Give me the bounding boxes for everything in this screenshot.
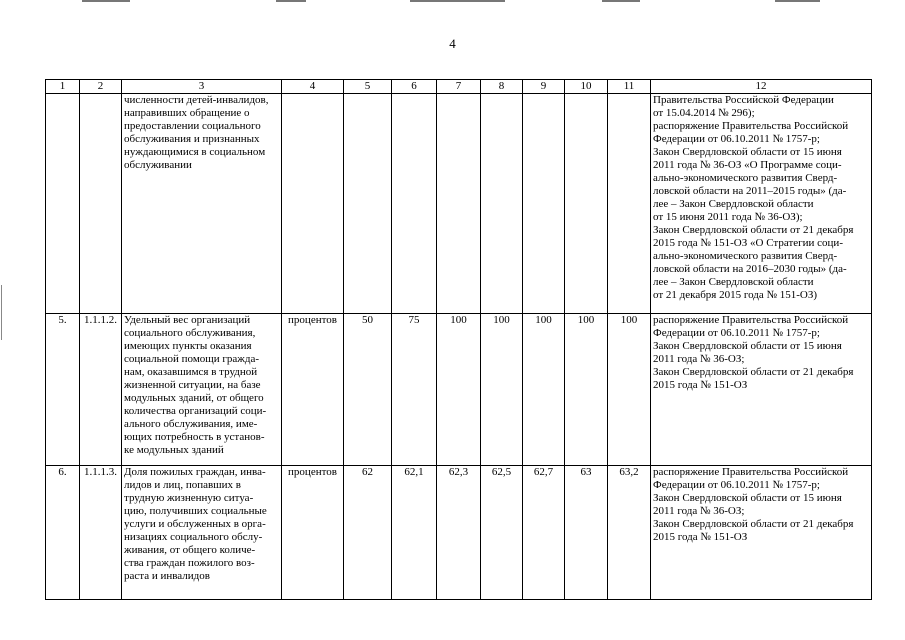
unit-cell: процентов: [282, 466, 344, 600]
scan-edge-line: [775, 0, 820, 2]
legal-basis-line: Закон Свердловской области от 21 декабря: [653, 224, 854, 236]
indicator-line: предоставлении социального: [124, 120, 261, 132]
value-cell: [392, 94, 437, 314]
code-cell: [80, 94, 122, 314]
indicator-line: модульных зданий, от общего: [124, 392, 264, 404]
column-number: 5: [344, 80, 392, 94]
row-number-cell: 5.: [46, 314, 80, 466]
legal-basis-line: Закон Свердловской области от 15 июня: [653, 146, 842, 158]
column-number: 7: [437, 80, 481, 94]
legal-basis-line: от 15 июня 2011 года № 36-ОЗ);: [653, 211, 803, 223]
code-cell: 1.1.1.3.: [80, 466, 122, 600]
indicator-line: ке модульных зданий: [124, 444, 224, 456]
value-cell: 100: [565, 314, 608, 466]
indicator-line: обслуживании: [124, 159, 192, 171]
scan-edge-line: [276, 0, 306, 2]
indicator-line: нам, оказавшимся в трудной: [124, 366, 258, 378]
unit-cell: [282, 94, 344, 314]
legal-basis-line: Закон Свердловской области от 15 июня: [653, 340, 842, 352]
legal-basis-line: 2015 года № 151-ОЗ «О Стратегии соци-: [653, 237, 843, 249]
column-number: 11: [608, 80, 651, 94]
value-cell: [523, 94, 565, 314]
legal-basis-cell: [651, 314, 872, 466]
indicator-line: раста и инвалидов: [124, 570, 210, 582]
table-row: [46, 94, 872, 314]
code-cell: 1.1.1.2.: [80, 314, 122, 466]
legal-basis-line: 2011 года № 36-ОЗ;: [653, 505, 745, 517]
value-cell: [437, 94, 481, 314]
row-number-cell: 6.: [46, 466, 80, 600]
value-cell: [344, 94, 392, 314]
indicator-line: социальной помощи гражда-: [124, 353, 260, 365]
indicator-line: имеющих пункты оказания: [124, 340, 252, 352]
legal-basis-line: Правительства Российской Федерации: [653, 94, 834, 106]
indicator-cell: [122, 466, 282, 600]
legal-basis-line: ловской области на 2016–2030 годы» (да-: [653, 263, 847, 275]
value-cell: 62,5: [481, 466, 523, 600]
legal-basis-line: ловской области на 2011–2015 годы» (да-: [653, 185, 847, 197]
indicator-line: обслуживания и признанных: [124, 133, 260, 145]
column-number: 4: [282, 80, 344, 94]
legal-basis-line: распоряжение Правительства Российской: [653, 466, 849, 478]
column-number: 10: [565, 80, 608, 94]
indicator-line: численности детей-инвалидов,: [124, 94, 269, 106]
value-cell: 62: [344, 466, 392, 600]
page-number: 4: [449, 36, 456, 51]
indicator-line: ального обслуживания, име-: [124, 418, 258, 430]
legal-basis-line: 2011 года № 36-ОЗ «О Программе соци-: [653, 159, 842, 171]
unit-cell: процентов: [282, 314, 344, 466]
value-cell: 100: [481, 314, 523, 466]
indicator-line: нуждающимися в социальном: [124, 146, 266, 158]
legal-basis-cell: [651, 94, 872, 314]
indicator-line: Удельный вес организаций: [124, 314, 251, 326]
legal-basis-line: лее – Закон Свердловской области: [653, 198, 814, 210]
indicator-line: ющих потребность в установ-: [124, 431, 265, 443]
indicator-line: Доля пожилых граждан, инва-: [124, 466, 266, 478]
value-cell: [608, 94, 651, 314]
column-number: 1: [46, 80, 80, 94]
legal-basis-line: 2015 года № 151-ОЗ: [653, 531, 748, 543]
indicator-line: ства граждан пожилого воз-: [124, 557, 255, 569]
table-row: [46, 466, 872, 600]
indicator-line: цию, получивших социальные: [124, 505, 267, 517]
column-number: 8: [481, 80, 523, 94]
indicator-cell: [122, 314, 282, 466]
value-cell: 63,2: [608, 466, 651, 600]
indicator-line: трудную жизненную ситуа-: [124, 492, 254, 504]
value-cell: 75: [392, 314, 437, 466]
legal-basis-line: Федерации от 06.10.2011 № 1757-р;: [653, 479, 820, 491]
scan-edge-line: [602, 0, 640, 2]
legal-basis-line: 2015 года № 151-ОЗ: [653, 379, 748, 391]
indicator-line: количества организаций соци-: [124, 405, 267, 417]
legal-basis-line: от 15.04.2014 № 296);: [653, 107, 755, 119]
legal-basis-line: Федерации от 06.10.2011 № 1757-р;: [653, 133, 820, 145]
column-number: 9: [523, 80, 565, 94]
column-number-row: [46, 80, 872, 94]
column-number: 2: [80, 80, 122, 94]
indicators-table: [45, 79, 872, 600]
value-cell: 50: [344, 314, 392, 466]
legal-basis-line: распоряжение Правительства Российской: [653, 120, 849, 132]
scan-edge-line: [410, 0, 505, 2]
legal-basis-line: 2011 года № 36-ОЗ;: [653, 353, 745, 365]
column-number: 6: [392, 80, 437, 94]
indicator-line: лидов и лиц, попавших в: [124, 479, 241, 491]
legal-basis-line: Федерации от 06.10.2011 № 1757-р;: [653, 327, 820, 339]
value-cell: 62,3: [437, 466, 481, 600]
legal-basis-cell: [651, 466, 872, 600]
indicator-line: услуги и обслуженных в орга-: [124, 518, 266, 530]
indicator-line: низациях социального обслу-: [124, 531, 263, 543]
indicator-line: социального обслуживания,: [124, 327, 256, 339]
value-cell: 63: [565, 466, 608, 600]
value-cell: 62,1: [392, 466, 437, 600]
scan-margin-mark: [1, 285, 2, 340]
table-row: [46, 314, 872, 466]
legal-basis-line: распоряжение Правительства Российской: [653, 314, 849, 326]
legal-basis-line: ально-экономического развития Сверд-: [653, 172, 838, 184]
value-cell: [565, 94, 608, 314]
column-number: 3: [122, 80, 282, 94]
scan-edge-line: [82, 0, 130, 2]
indicator-line: направивших обращение о: [124, 107, 250, 119]
legal-basis-line: ально-экономического развития Сверд-: [653, 250, 838, 262]
indicator-cell: [122, 94, 282, 314]
value-cell: [481, 94, 523, 314]
value-cell: 100: [523, 314, 565, 466]
legal-basis-line: Закон Свердловской области от 15 июня: [653, 492, 842, 504]
indicator-line: живания, от общего количе-: [124, 544, 256, 556]
value-cell: 62,7: [523, 466, 565, 600]
legal-basis-line: Закон Свердловской области от 21 декабря: [653, 366, 854, 378]
value-cell: 100: [608, 314, 651, 466]
row-number-cell: [46, 94, 80, 314]
legal-basis-line: от 21 декабря 2015 года № 151-ОЗ): [653, 289, 818, 301]
value-cell: 100: [437, 314, 481, 466]
legal-basis-line: лее – Закон Свердловской области: [653, 276, 814, 288]
indicator-line: жизненной ситуации, на базе: [124, 379, 261, 391]
legal-basis-line: Закон Свердловской области от 21 декабря: [653, 518, 854, 530]
column-number: 12: [651, 80, 872, 94]
